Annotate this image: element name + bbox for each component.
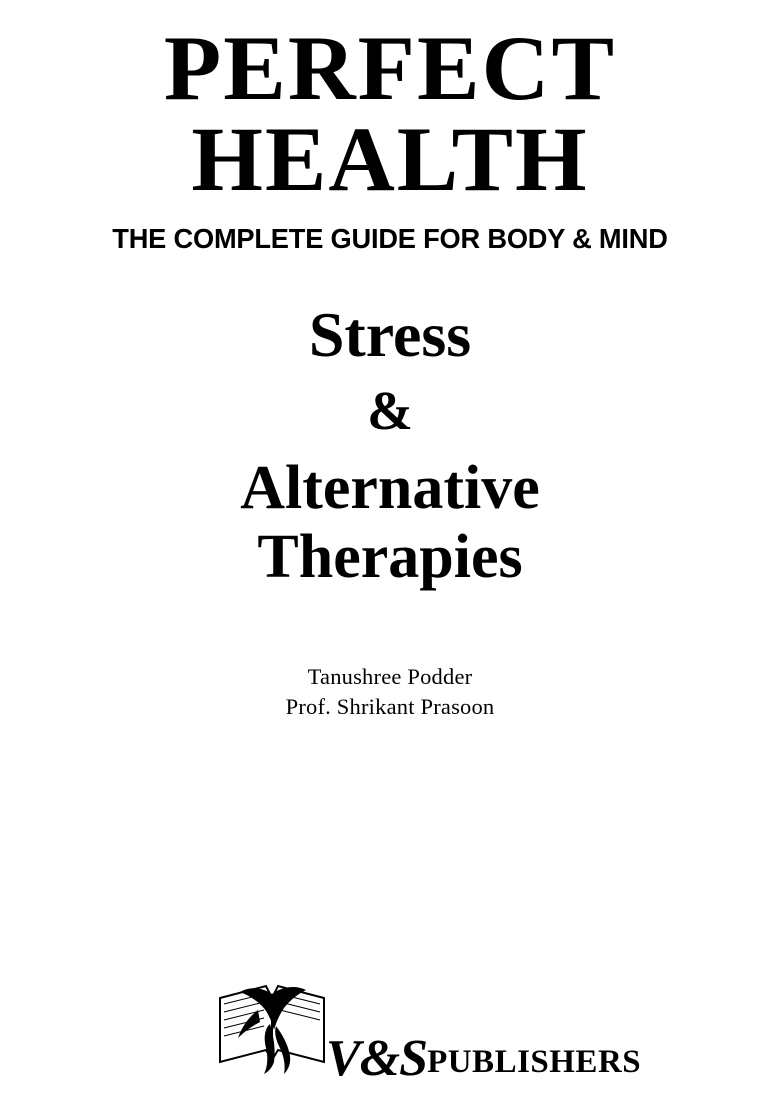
publisher-name-secondary: PUBLISHERS [427, 1044, 642, 1080]
title-line-ampersand: & [367, 380, 413, 442]
title-line-therapies: Therapies [257, 523, 523, 592]
series-title-line-1: PERFECT [163, 17, 617, 119]
author-block [0, 662, 780, 721]
publisher-name-primary: V&S [326, 1030, 428, 1087]
open-book-eagle-logo-icon [210, 964, 340, 1084]
author-name-1: Tanushree Podder [307, 664, 473, 690]
author-name-2: Prof. Shrikant Prasoon [285, 694, 495, 720]
publisher-block [0, 964, 780, 1094]
title-line-stress: Stress [308, 299, 472, 371]
book-title [0, 301, 780, 590]
publisher-name [326, 1029, 641, 1088]
title-line-alternative: Alternative [240, 454, 540, 523]
series-title-line-2: HEALTH [191, 107, 589, 210]
series-subtitle: THE COMPLETE GUIDE FOR BODY & MIND [112, 223, 668, 255]
series-masthead [0, 17, 780, 255]
